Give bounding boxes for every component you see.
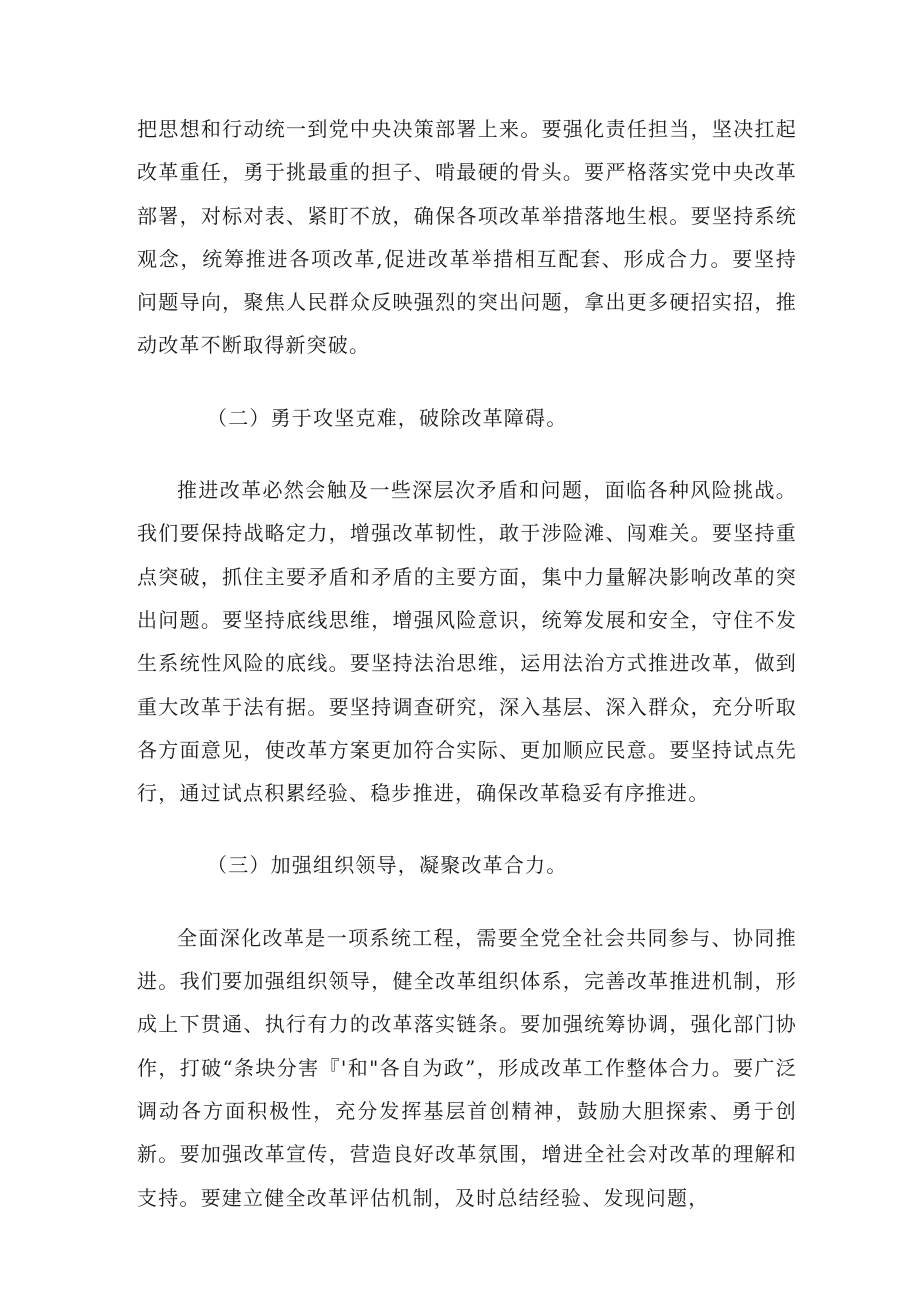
section-heading-2: （二）勇于攻坚克难，破除改革障碍。 xyxy=(207,405,568,430)
body-paragraph-2: 推进改革必然会触及一些深层次矛盾和问题，面临各种风险挑战。我们要保持战略定力，增强改革韧性，敢于涉险滩、闯难关。要坚持重点突破，抓住主要矛盾和矛盾的主要方面，集中力量解决影响改革的突出问题。要坚持底线思维，增强风险意识，统筹发展和安全，守住不发生系统性风险的底线。要坚持法治思维，运用法治方式推进改革，做到重大改革于法有据。要坚持调查研究，深入基层、深入群众，充分听取各方面意见，使改革方案更加符合实际、更加顺应民意。要坚持试点先行，通过试点积累经验、稳步推进，确保改革稳妥有序推进。 xyxy=(137,478,797,806)
body-paragraph-1: 把思想和行动统一到党中央决策部署上来。要强化责任担当，坚决扛起改革重任，勇于挑最重的担子、啃最硬的骨头。要严格落实党中央改革部署，对标对表、紧盯不放，确保各项改革举措落地生根。要坚持系统观念，统筹推进各项改革,促进改革举措相互配套、形成合力。要坚持问题导向，聚焦人民群众反映强烈的突出问题，拿出更多硬招实招，推动改革不断取得新突破。 xyxy=(137,117,797,358)
document-body xyxy=(137,108,797,1220)
body-paragraph-3: 全面深化改革是一项系统工程，需要全党全社会共同参与、协同推进。我们要加强组织领导，健全改革组织体系，完善改革推进机制，形成上下贯通、执行有力的改革落实链条。要加强统筹协调，强化部门协作，打破“条块分害『'和"各自为政”，形成改革工作整体合力。要广泛调动各方面积极性，充分发挥基层首创精神，鼓励大胆探索、勇于创新。要加强改革宣传，营造良好改革氛围，增进全社会对改革的理解和支持。要建立健全改革评估机制，及时总结经验、发现问题， xyxy=(137,925,797,1210)
section-heading-3: （三）加强组织领导，凝聚改革合力。 xyxy=(207,853,568,878)
